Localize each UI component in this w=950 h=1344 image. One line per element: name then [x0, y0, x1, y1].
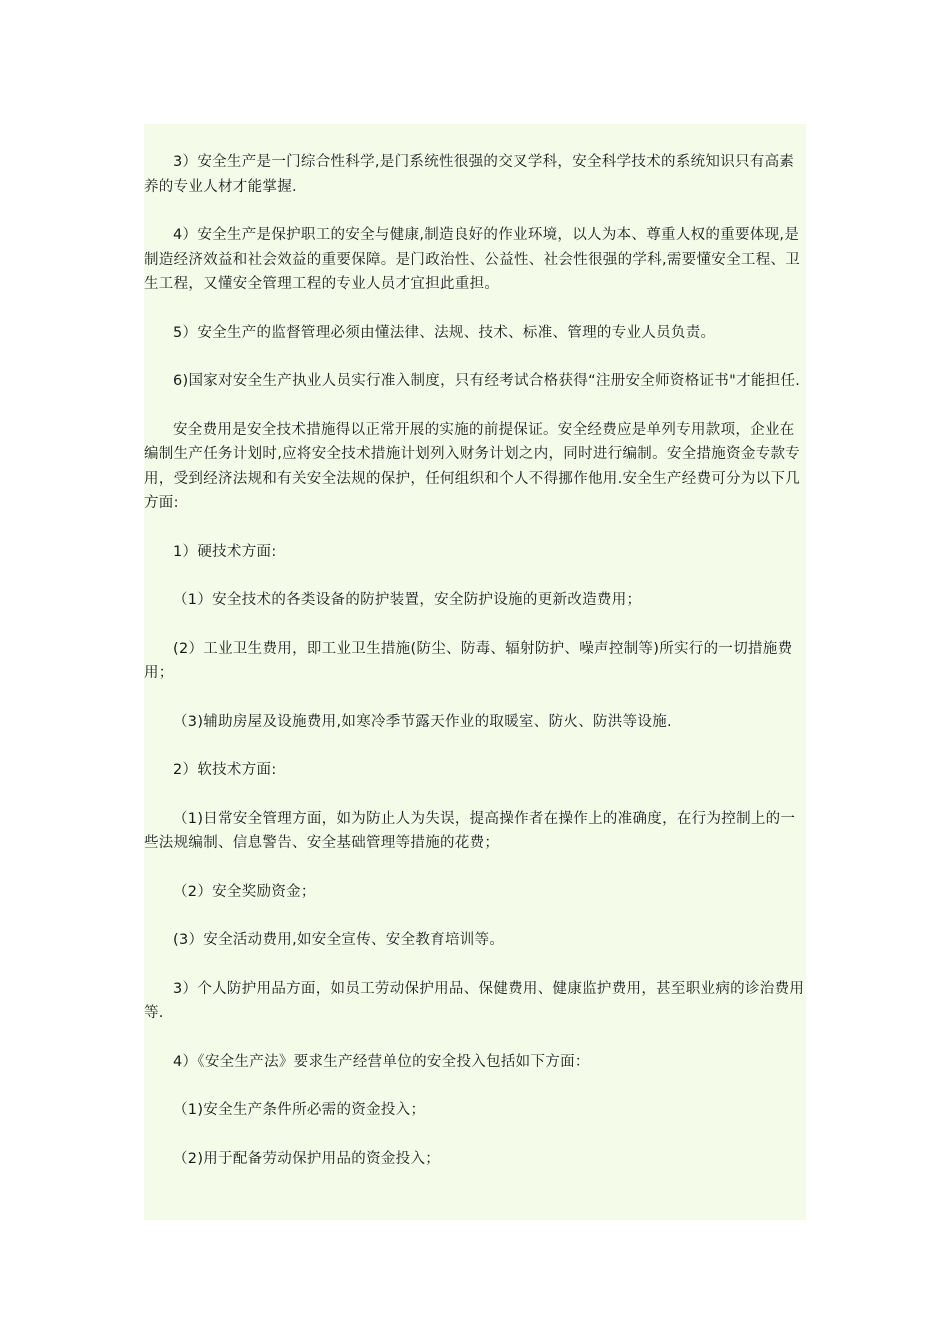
- paragraph-safety-expenses: 安全费用是安全技术措施得以正常开展的实施的前提保证。安全经费应是单列专用款项，企业在编制生产任务计划时,应将安全技术措施计划列入财务计划之内，同时进行编制。安全措施资金专款专用，受到经济法规和有关安全法规的保护，任何组织和个人不得挪作他用.安全生产经费可分为以下几方面:: [144, 421, 801, 511]
- paragraph-hard-tech-3: （3)辅助房屋及设施费用,如寒冷季节露天作业的取暖室、防火、防洪等设施.: [173, 713, 672, 730]
- paragraph-supervision: 5）安全生产的监督管理必须由懂法律、法规、技术、标准、管理的专业人员负责。: [173, 324, 716, 341]
- paragraph-soft-tech: 2）软技术方面:: [173, 762, 277, 778]
- paragraph-access-system: 6)国家对安全生产执业人员实行准入制度，只有经考试合格获得“注册安全师资格证书"才能担任.: [173, 373, 801, 389]
- paragraph-safety-law-2: （2)用于配备劳动保护用品的资金投入；: [173, 1150, 441, 1167]
- paragraph-soft-tech-3: (3）安全活动费用,如安全宣传、安全教育培训等。: [173, 932, 505, 948]
- paragraph-safety-protection: 4）安全生产是保护职工的安全与健康,制造良好的作业环境，以人为本、尊重人权的重要体现,是制造经济效益和社会效益的重要保障。是门政治性、公益性、社会性很强的学科,需要懂安全工程、卫生工程，又懂安全管理工程的专业人员才宜担此重担。: [144, 227, 801, 292]
- paragraph-hard-tech-1: （1）安全技术的各类设备的防护装置，安全防护设施的更新改造费用；: [173, 592, 642, 608]
- paragraph-safety-law: 4）《安全生产法》要求生产经营单位的安全投入包括如下方面：: [173, 1053, 590, 1070]
- paragraph-soft-tech-2: （2）安全奖励资金；: [173, 883, 316, 900]
- paragraph-hard-tech-2: (2）工业卫生费用，即工业卫生措施(防尘、防毒、辐射防护、噪声控制等)所实行的一切措施费用；: [144, 640, 793, 681]
- paragraph-soft-tech-1: （1)日常安全管理方面，如为防止人为失误，提高操作者在操作上的准确度，在行为控制上的一些法规编制、信息警告、安全基础管理等措施的花费；: [144, 810, 796, 851]
- paragraph-safety-interdisciplinary: 3）安全生产是一门综合性科学,是门系统性很强的交叉学科，安全科学技术的系统知识只有高素养的专业人材才能掌握.: [144, 154, 795, 195]
- paragraph-safety-law-1: （1)安全生产条件所必需的资金投入；: [173, 1102, 426, 1118]
- paragraph-hard-tech: 1）硬技术方面:: [173, 543, 277, 560]
- paragraph-personal-protection: 3）个人防护用品方面，如员工劳动保护用品、保健费用、健康监护费用，甚至职业病的诊治费用等.: [144, 980, 805, 1021]
- text-content-block: [144, 124, 806, 1220]
